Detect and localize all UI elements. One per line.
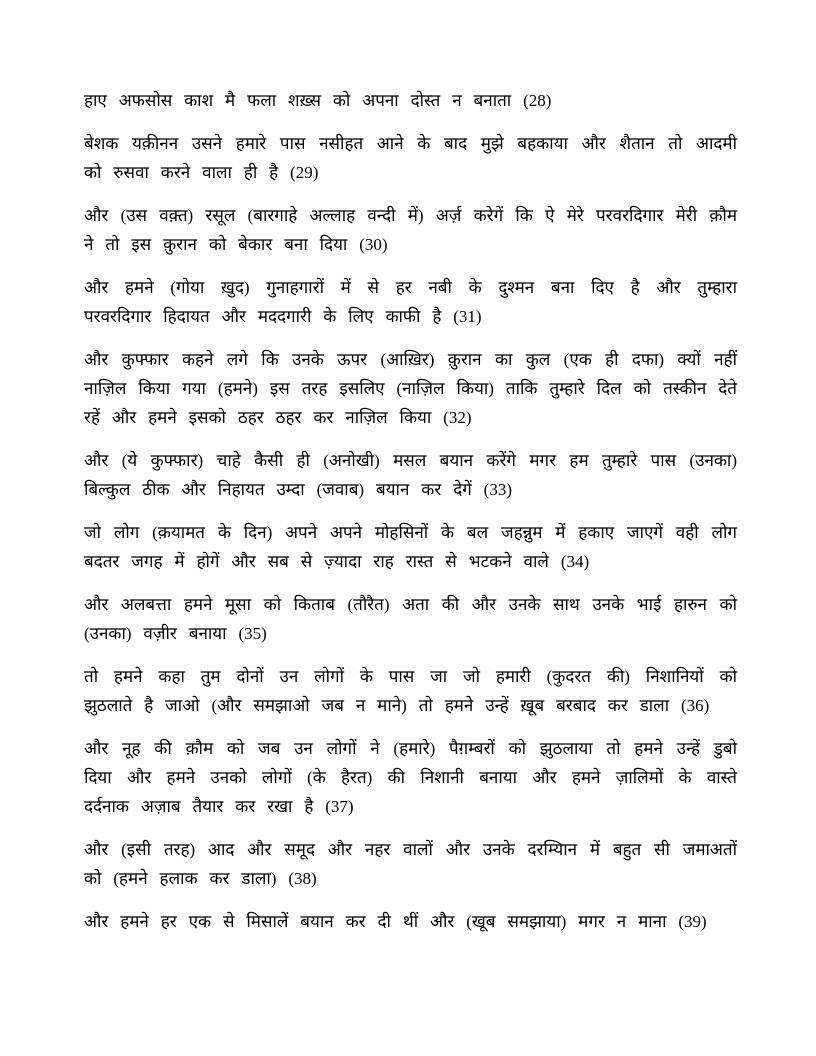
verse-paragraph-35: और अलबत्ता हमने मूसा को किताब (तौरैत) अता की और उनके साथ उनके भाई हारुन को (उनका) वज़ीर बनाया (35) — [84, 595, 737, 643]
verse-paragraph-33: और (ये कुफ्फार) चाहे कैसी ही (अनोखी) मसल बयान करेंगे मगर हम तुम्हारे पास (उनका) बिल्कुल ठीक और निहायत उम्दा (जवाब) बयान कर देगें (33) — [84, 451, 737, 499]
verse-paragraph-31: और हमने (गोया ख़ुद) गुनाहगारों में से हर नबी के दुश्मन बना दिए है और तुम्हारा परवरदिगार हिदायत और मददगारी के लिए काफी है (31) — [84, 278, 737, 326]
verse-paragraph-30: और (उस वक़्त) रसूल (बारगाहे अल्लाह वन्दी में) अर्ज़ करेगें कि ऐ मेरे परवरदिगार मेरी क़ौम ने तो इस क़ुरान को बेकार बना दिया (30) — [84, 206, 737, 254]
verse-paragraph-38: और (इसी तरह) आद और समूद और नहर वालों और उनके दरम्यिान में बहुत सी जमाअतों को (हमने हलाक कर डाला) (38) — [84, 840, 737, 888]
verse-paragraph-28: हाए अफसोस काश मै फला शख़्स को अपना दोस्त न बनाता (28) — [84, 91, 552, 110]
verse-paragraph-36: तो हमने कहा तुम दोनों उन लोगों के पास जा जो हमारी (कुदरत की) निशानियों को झुठलाते है जाओ (और समझाओ जब न माने) तो हमने उन्हें ख़ूब बरबाद कर डाला (36) — [84, 667, 737, 715]
verse-text-block — [84, 86, 737, 936]
verse-paragraph-29: बेशक यक़ीनन उसने हमारे पास नसीहत आने के बाद मुझे बहकाया और शैतान तो आदमी को रुसवा करने वाला ही है (29) — [84, 134, 737, 182]
verse-paragraph-32: और कुफ्फार कहने लगे कि उनके ऊपर (आख़िर) क़ुरान का कुल (एक ही दफा) क्यों नहीं नाज़िल किया गया (हमने) इस तरह इसलिए (नाज़िल किया) ताकि तुम्हारे दिल को तस्कीन देते रहें और हमने इसको ठहर ठहर कर नाज़िल किया (32) — [84, 350, 737, 427]
verse-paragraph-37: और नूह की क़ौम को जब उन लोगों ने (हमारे) पैग़म्बरों को झुठलाया तो हमने उन्हें डुबो दिया और हमने उनको लोगों (के हैरत) की निशानी बनाया और हमने ज़ालिमों के वास्ते दर्दनाक अज़ाब तैयार कर रखा है (37) — [84, 739, 737, 816]
verse-paragraph-34: जो लोग (क़यामत के दिन) अपने अपने मोहसिनों के बल जहन्नुम में हकाए जाएगें वही लोग बदतर जगह में होगें और सब से ज़्यादा राह रास्त से भटकने वाले (34) — [84, 523, 737, 571]
verse-paragraph-39: और हमने हर एक से मिसालें बयान कर दी थीं और (खूब समझाया) मगर न माना (39) — [84, 912, 707, 931]
